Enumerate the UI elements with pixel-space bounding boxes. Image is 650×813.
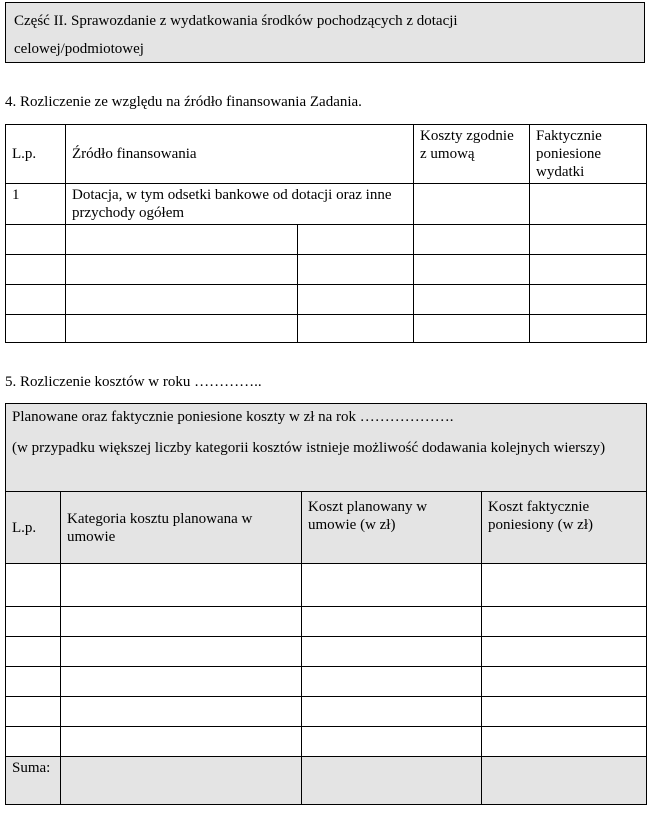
table-row (6, 285, 647, 315)
cell-input[interactable] (66, 285, 298, 315)
cell-input[interactable] (530, 285, 647, 315)
cell-input[interactable] (6, 225, 66, 255)
cell-input[interactable] (61, 667, 302, 697)
cell-input[interactable] (6, 637, 61, 667)
cost-settlement-table (5, 403, 647, 805)
cell-input[interactable] (302, 727, 482, 757)
cell-input[interactable] (66, 225, 298, 255)
cell-input[interactable] (414, 255, 530, 285)
sum-actual[interactable] (482, 757, 647, 805)
cell-input[interactable] (298, 285, 414, 315)
col-source: Źródło finansowania (66, 125, 414, 184)
table-row (6, 727, 647, 757)
sum-label: Suma: (6, 757, 61, 805)
cell-input[interactable] (66, 315, 298, 343)
part-two-header (5, 2, 645, 63)
col-actual-cost: Koszt faktycznie poniesiony (w zł) (482, 492, 647, 564)
table-row (6, 697, 647, 727)
financing-source-table (5, 124, 647, 343)
note-row (6, 432, 647, 492)
cell-input[interactable] (6, 667, 61, 697)
cell-input[interactable] (530, 255, 647, 285)
cell-input[interactable] (298, 315, 414, 343)
col-lp: L.p. (6, 125, 66, 184)
cell-input[interactable] (61, 697, 302, 727)
col-planned-cost: Koszt planowany w umowie (w zł) (302, 492, 482, 564)
header-line-2: celowej/podmiotowej (14, 41, 144, 57)
table-row (6, 667, 647, 697)
table-row (6, 315, 647, 343)
cell-input[interactable] (482, 667, 647, 697)
cell-input[interactable] (6, 607, 61, 637)
planned-costs-header: Planowane oraz faktycznie poniesione koszty w zł na rok ………………. (6, 404, 647, 432)
table-row (6, 184, 647, 225)
cell-input[interactable] (302, 667, 482, 697)
sum-planned[interactable] (302, 757, 482, 805)
cell-input[interactable] (530, 315, 647, 343)
add-rows-note: (w przypadku większej liczby kategorii kosztów istnieje możliwość dodawania kolejnych wierszy) (6, 432, 647, 492)
table-row (6, 225, 647, 255)
cell-input[interactable] (530, 184, 647, 225)
sum-row (6, 757, 647, 805)
table-row (6, 564, 647, 607)
cell-input[interactable] (298, 255, 414, 285)
cell-input[interactable] (302, 637, 482, 667)
cell-input[interactable] (414, 315, 530, 343)
cell-input[interactable] (298, 225, 414, 255)
cell-input[interactable] (302, 697, 482, 727)
cell-input[interactable] (66, 255, 298, 285)
cell-input[interactable] (61, 637, 302, 667)
cell-input[interactable] (302, 564, 482, 607)
cell-input[interactable] (482, 727, 647, 757)
cell-input[interactable] (414, 285, 530, 315)
header-line-1: Część II. Sprawozdanie z wydatkowania środków pochodzących z dotacji (14, 13, 458, 29)
cell-input[interactable] (482, 637, 647, 667)
cell-input[interactable] (6, 285, 66, 315)
cell-input[interactable] (482, 564, 647, 607)
cell-input[interactable] (302, 607, 482, 637)
row-lp: 1 (6, 184, 66, 225)
cell-input[interactable] (6, 255, 66, 285)
cell-input[interactable] (61, 607, 302, 637)
section-4-title: 4. Rozliczenie ze względu na źródło finansowania Zadania. (5, 94, 362, 110)
col-actual-expenses: Faktycznie poniesione wydatki (530, 125, 647, 184)
cell-input[interactable] (482, 607, 647, 637)
cell-input[interactable] (6, 697, 61, 727)
section-5-title: 5. Rozliczenie kosztów w roku ………….. (5, 374, 262, 390)
table-row (6, 607, 647, 637)
table-header-row (6, 492, 647, 564)
row-source: Dotacja, w tym odsetki bankowe od dotacji oraz inne przychody ogółem (66, 184, 414, 225)
cell-input[interactable] (61, 564, 302, 607)
table-row (6, 255, 647, 285)
planned-costs-row (6, 404, 647, 432)
col-category: Kategoria kosztu planowana w umowie (61, 492, 302, 564)
col-lp: L.p. (6, 492, 61, 564)
cell-input[interactable] (6, 727, 61, 757)
table-row (6, 637, 647, 667)
cell-input[interactable] (482, 697, 647, 727)
cell-input[interactable] (6, 564, 61, 607)
cell-input[interactable] (414, 225, 530, 255)
sum-category (61, 757, 302, 805)
cell-input[interactable] (414, 184, 530, 225)
cell-input[interactable] (6, 315, 66, 343)
cell-input[interactable] (61, 727, 302, 757)
table-header-row (6, 125, 647, 184)
col-costs-contract: Koszty zgodnie z umową (414, 125, 530, 184)
cell-input[interactable] (530, 225, 647, 255)
